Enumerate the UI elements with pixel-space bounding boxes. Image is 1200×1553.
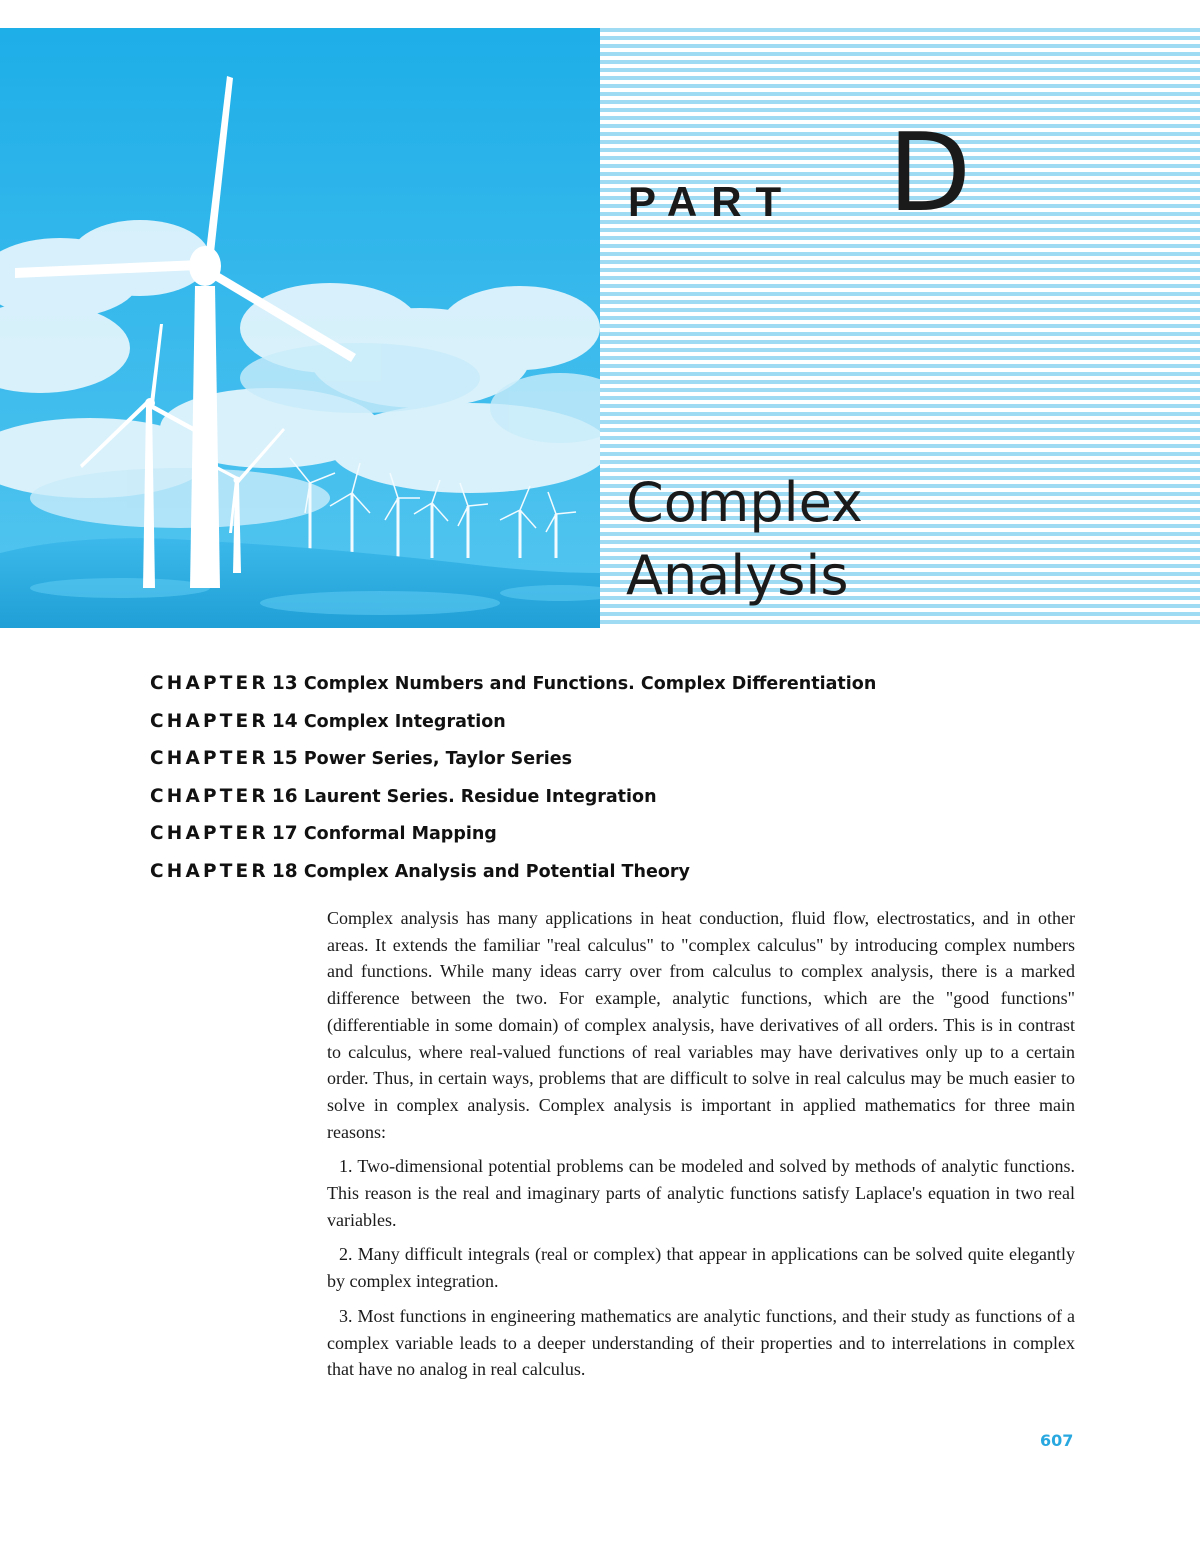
chapter-word: CHAPTER (150, 785, 269, 807)
chapter-number: 15 (271, 748, 298, 769)
part-letter: D (888, 111, 972, 236)
chapter-row (150, 818, 1090, 856)
part-title (626, 466, 863, 612)
part-header (0, 28, 1200, 628)
reason-item-3: 3. Most functions in engineering mathematics are analytic functions, and their study as functions of a complex variable leads to a deeper understanding of their properties and to interrelations in complex that have no analog in real calculus. (327, 1305, 1075, 1380)
chapter-title: Complex Integration (303, 711, 506, 732)
part-title-line-2: Analysis (626, 544, 849, 607)
chapter-number: 13 (271, 673, 298, 694)
chapter-word: CHAPTER (150, 673, 269, 694)
chapter-word: CHAPTER (150, 710, 269, 732)
chapter-row (150, 668, 1090, 706)
chapter-word: CHAPTER (150, 860, 269, 882)
chapter-title: Complex Analysis and Potential Theory (303, 861, 690, 882)
chapter-title: Complex Numbers and Functions. Complex Differentiation (303, 674, 877, 694)
intro-paragraph: Complex analysis has many applications in heat conduction, fluid flow, electrostatics, and in other areas. It extends the familiar "real calculus" to "complex calculus" by introducing complex numbers and functions. While many ideas carry over from calculus to complex analysis, there is a marked difference between the two. For example, analytic functions, which are the "good functions" (differentiable in some domain) of complex analysis, have derivatives of all orders. This is in contrast to calculus, where real-valued functions of real variables may have derivatives only up to a certain order. Thus, in certain ways, problems that are difficult to solve in real calculus may be much easier to solve in complex analysis. Complex analysis is important in applied mathematics for three main reasons: (327, 908, 1075, 1142)
part-label: PART (628, 178, 796, 225)
chapter-number: 14 (271, 710, 298, 732)
reason-item-2: 2. Many difficult integrals (real or complex) that appear in applications can be solved quite elegantly by complex integration. (327, 1244, 1075, 1292)
chapter-row (150, 781, 1090, 819)
chapter-number: 16 (271, 785, 298, 807)
reason-item-1: 1. Two-dimensional potential problems can be modeled and solved by methods of analytic functions. This reason is the real and imaginary parts of analytic functions satisfy Laplace's equation in two real variables. (327, 1156, 1075, 1230)
chapter-word: CHAPTER (150, 748, 269, 769)
part-title-line-1: Complex (626, 471, 863, 534)
chapter-row (150, 743, 1090, 781)
chapter-number: 18 (271, 860, 298, 882)
chapter-row (150, 706, 1090, 744)
chapter-title: Power Series, Taylor Series (303, 749, 573, 769)
chapter-row (150, 856, 1090, 894)
chapter-title: Laurent Series. Residue Integration (303, 786, 657, 807)
chapter-word: CHAPTER (150, 823, 269, 844)
chapter-list (150, 668, 1090, 893)
chapter-number: 17 (271, 823, 298, 844)
wind-turbine-photo (0, 28, 600, 628)
page-number: 607 (1040, 1431, 1074, 1450)
intro-text (327, 905, 1075, 1391)
chapter-title: Conformal Mapping (303, 824, 497, 844)
